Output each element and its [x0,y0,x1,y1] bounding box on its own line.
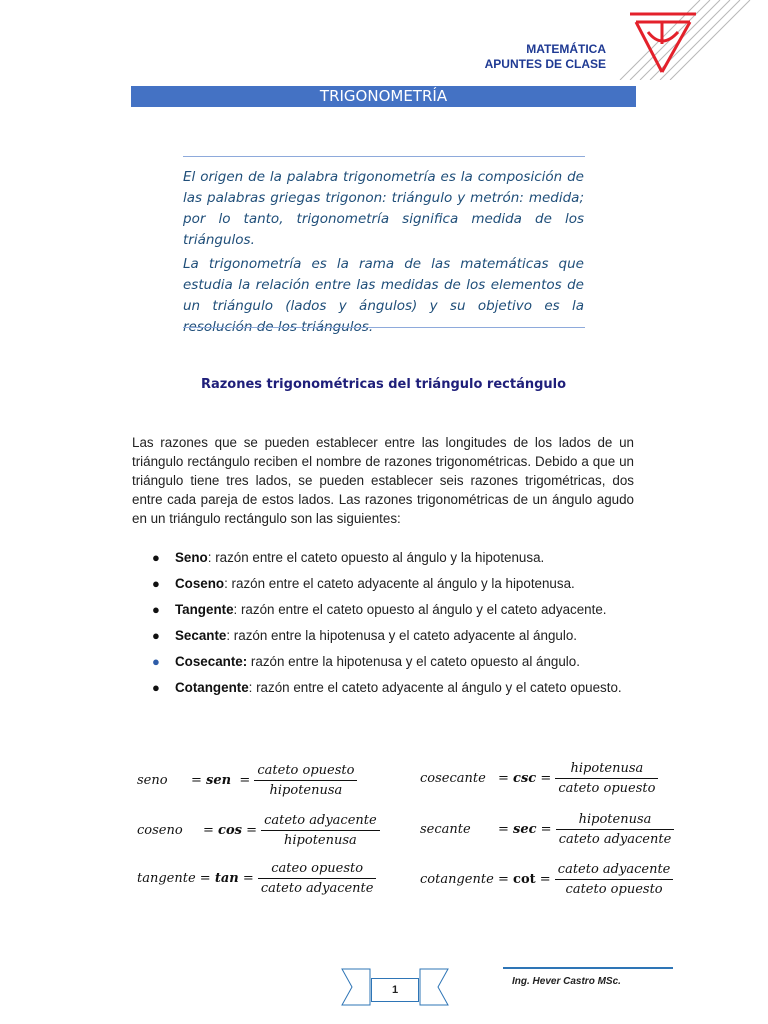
list-item [152,675,634,701]
formula-name: coseno [137,823,183,838]
formula-fraction [556,812,675,847]
intro-bottom-rule [183,327,585,328]
fraction-denominator: cateto adyacente [260,881,374,896]
header-course [440,42,606,72]
list-item-term: Coseno [175,576,225,591]
bullet-icon: ● [152,576,160,591]
list-item-text: : razón entre la hipotenusa y el cateto adyacente al ángulo. [226,628,577,643]
formula-abbr: cos [218,823,242,838]
fraction-denominator: hipotenusa [284,833,357,848]
bullet-icon: ● [152,680,160,695]
header-subject: MATEMÁTICA [526,42,606,56]
formula-cosecante: cosecante = csc = $\frac{\text{hipotenusa}}{\text{cateto opuesto}}$ [420,761,658,796]
list-item [152,545,634,571]
fraction-numerator: hipotenusa [555,761,658,779]
bullet-icon: ● [152,654,160,669]
list-item-text: : razón entre el cateto adyacente al ángulo y el cateto opuesto. [248,680,622,695]
bullet-icon: ● [152,628,160,643]
list-item [152,597,634,623]
fraction-denominator: cateto adyacente [558,832,672,847]
formula-seno: seno = sen = $\frac{\text{cateto opuesto}}{\text{hipotenusa}}$ [137,763,357,798]
list-item [152,649,634,675]
fraction-numerator: cateto opuesto [254,763,357,781]
formula-abbr: sen [206,773,232,788]
header-notes: APUNTES DE CLASE [484,57,606,71]
formula-fraction [254,763,357,798]
list-item-term: Cosecante: [175,654,248,669]
formula-tangente: tangente = tan = $\frac{\text{cateo opuesto}}{\text{cateto adyacente}}$ [137,861,376,896]
list-item-text: razón entre la hipotenusa y el cateto opuesto al ángulo. [247,654,580,669]
ratio-list [152,545,634,701]
list-item-text: : razón entre el cateto adyacente al ángulo y la hipotenusa. [224,576,575,591]
page-title: TRIGONOMETRÍA [131,86,636,107]
intro-paragraph-definition: La trigonometría es la rama de las matemáticas que estudia la relación entre las medidas de los elementos de un triángulo (lados y ángulos) y su objetivo es la resolución de los triángulos. [183,256,584,335]
list-item-term: Cotangente [175,680,249,695]
bullet-icon: ● [152,602,160,617]
logo-icon [600,0,768,80]
list-item-term: Tangente [175,602,234,617]
section-paragraph: Las razones que se pueden establecer entre las longitudes de los lados de un triángulo rectángulo reciben el nombre de razones trigonométricas. Debido a que un triángulo tiene tres lados, se pueden establecer seis razones trigométricas, dos entre cada pareja de estos lados. Las razones trigonométricas de un ángulo agudo en un triángulo rectángulo son las siguientes: [132,435,634,526]
formula-name: cosecante [420,771,486,786]
list-item-text: : razón entre el cateto opuesto al ángulo y el cateto adyacente. [233,602,607,617]
formula-secante: secante = sec = $\frac{\text{hipotenusa}}{\text{cateto adyacente}}$ [420,812,674,847]
formula-name: tangente [137,871,196,886]
formula-name: cotangente [420,872,494,887]
fraction-numerator: cateto adyacente [555,862,674,880]
intro-paragraph-origin: El origen de la palabra trigonometría es la composición de las palabras griegas trigonon: triángulo y metrón: medida; por lo tanto, trigonometría significa medida de los triángulos. [183,169,584,248]
fraction-denominator: hipotenusa [269,783,343,798]
formula-abbr: sec [513,822,537,837]
formula-name: seno [137,773,168,788]
formula-fraction [258,861,377,896]
formula-abbr: cot [513,872,536,887]
footer-rule [503,967,673,969]
section-subtitle: Razones trigonométricas del triángulo rectángulo [200,377,567,392]
formula-fraction [261,813,380,848]
formula-fraction [555,862,674,897]
fraction-numerator: cateo opuesto [258,861,377,879]
footer-author: Ing. Hever Castro MSc. [512,976,621,987]
formula-name: secante [420,822,471,837]
formula-abbr: tan [214,871,239,886]
page-number: 1 [371,978,419,1002]
list-item-term: Seno [175,550,208,565]
list-item-term: Secante [175,628,227,643]
fraction-denominator: cateto opuesto [558,781,656,796]
formula-fraction [555,761,658,796]
fraction-numerator: cateto adyacente [261,813,380,831]
intro-top-rule [183,156,585,157]
fraction-denominator: cateto opuesto [565,882,663,897]
bullet-icon: ● [152,550,160,565]
formula-coseno: coseno = cos = $\frac{\text{cateto adyacente}}{\text{hipotenusa}}$ [137,813,380,848]
fraction-numerator: hipotenusa [556,812,675,830]
formula-cotangente: cotangente = cot = $\frac{\text{cateto adyacente}}{\text{cateto opuesto}}$ [420,862,673,897]
list-item [152,623,634,649]
list-item-text: : razón entre el cateto opuesto al ángulo y la hipotenusa. [207,550,545,565]
formula-abbr: csc [513,771,537,786]
list-item [152,571,634,597]
